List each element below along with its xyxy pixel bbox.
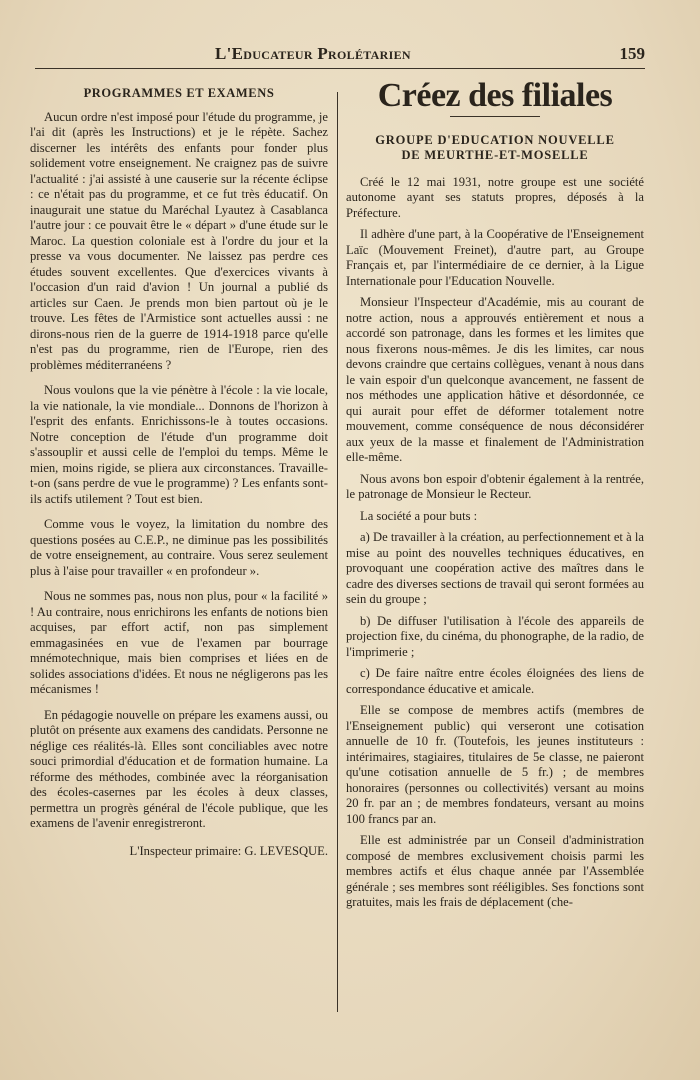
right-paragraph-8: c) De faire naître entre écoles éloignées des liens de correspondance éducative et amicale. [346,666,644,696]
left-paragraph-1: Aucun ordre n'est imposé pour l'étude du programme, je l'ai dit (après les Instructions) et je le répète. Sachez discerner les intérêts des enfants pour fonder plus solidement votre enseignement. Ne craignez pas de suivre l'actualité : j'ai assisté à une causerie sur la récente éclipse : ce n'était pas du programme, et ce fut très éducatif. On inaugurait une statue du Maréchal Lyautez à Casablanca l'autre jour : ce pouvait être le « départ » d'une étude sur le Maroc. La question coloniale est à l'ordre du jour et la presse va vous documenter. Ne laissez pas perdre ces études souvent excellentes. Que d'exercices vivants à l'occasion d'un raid d'avion ! Un journal a publié ds articles sur Caen. Je prends mon bien partout où je le trouve. Les fêtes de l'Armistice sont actuelles aussi : ne dirons-nous rien de la guerre de 1914-1918 parce qu'elle n'est pas du programme, rien de l'Europe, rien des problèmes méditerranéens ? [30,109,328,372]
right-column [346,77,644,917]
right-paragraph-3: Monsieur l'Inspecteur d'Académie, mis au courant de notre action, nous a approuvés entièrement et nous a accordé son patronage, dans les formes et les limites que nous fixerons nous-mêmes. Je dis les limites, car nous devons craindre que certains collègues, venant à nous dans le vain espoir d'un quelconque avancement, ne fassent de nos méthodes une application hâtive et désordonnée, ce qui aurait pour effet de déformer totalement notre mouvement, comme conséquence de nous déconsidérer aux yeux de la masse et finalement de l'Administration elle-même. [346,295,644,464]
right-paragraph-10: Elle est administrée par un Conseil d'administration composé de membres exclusivement choisis parmi les membres actifs et élus chaque année par l'Assemblée générale ; ses membres sont rééligibles. Ses fonctions sont gratuites, mais les frais de déplacement (che- [346,833,644,909]
column-divider [337,92,338,1012]
article-title-programmes: PROGRAMMES ET EXAMENS [83,86,275,100]
right-paragraph-7: b) De diffuser l'utilisation à l'école des appareils de projection fixe, du cinéma, du phonographe, de la radio, de l'imprimerie ; [346,613,644,659]
left-column [30,80,328,859]
signature: L'Inspecteur primaire: G. LEVESQUE. [129,843,328,858]
right-paragraph-6: a) De travailler à la création, au perfectionnement et à la mise au point des nouvelles techniques éducatives, en provoquant une coopération active des maîtres dans le cadre des diverses sections de travail qui seront formées au sein du groupe ; [346,530,644,606]
left-paragraph-2: Nous voulons que la vie pénètre à l'école : la vie locale, la vie nationale, la vie mondiale... Donnons de l'horizon à l'esprit des enfants. Enrichissons-le à toutes occasions. Notre conception de l'étude d'un programme doit s'assouplir et aussi celle de l'emploi du temps. Même le mien, moins rigide, se pliera aux circonstances. Travaille-t-on (sans perdre de vue le programme) ? Les enfants sont-ils actifs utilement ? Tout est bien. [30,383,328,506]
group-heading-line-1: GROUPE D'EDUCATION NOUVELLE [375,132,615,147]
right-paragraph-5: La société a pour buts : [360,508,478,523]
right-paragraph-9: Elle se compose de membres actifs (membres de l'Enseignement public) qui verseront une cotisation annuelle de 10 fr. (Toutefois, les jeunes instituteurs : intérimaires, stagiaires, titulaires de 5e classe, ne paieront qu'une cotisation annuelle de 5 fr.) ; de membres honoraires (personnes ou collectivités) versant au moins 20 fr. par an ; de membres fondateurs, versant au moins 100 francs par an. [346,703,644,826]
left-paragraph-3: Comme vous le voyez, la limitation du nombre des questions posées au C.E.P., ne diminue pas les possibilités de votre enseignement, au contraire. Vous serez seulement plus à l'aise pour travailler « en profondeur ». [30,517,328,578]
group-heading [346,133,644,163]
right-paragraph-1: Créé le 12 mai 1931, notre groupe est une société autonome ayant ses statuts propres, déposés à la Préfecture. [346,174,644,220]
right-paragraph-2: Il adhère d'une part, à la Coopérative de l'Enseignement Laïc (Mouvement Freinet), d'autre part, au Groupe Français et, par l'intermédiaire de ce dernier, à la Ligue Internationale pour l'Education Nouvelle. [346,227,644,288]
article-title-filiales: Créez des filiales [377,77,613,114]
page-number: 159 [619,44,645,63]
left-paragraph-5: En pédagogie nouvelle on prépare les examens aussi, ou plutôt on présente aux examens des candidats. Personne ne néglige ces réalités-là. Elles sont conciliables avec notre souci primordial d'éducation et de formation humaine. La réforme des méthodes, combinée avec la réorganisation des écoles-casernes par les écoles à deux classes, permettra un progrès général de l'école publique, que les examens de l'avenir enregistreront. [30,707,328,830]
running-header [35,40,645,69]
right-paragraph-4: Nous avons bon espoir d'obtenir également à la rentrée, le patronage de Monsieur le Recteur. [346,471,644,501]
journal-title: L'Educateur Prolétarien [215,44,411,63]
left-paragraph-4: Nous ne sommes pas, nous non plus, pour « la facilité » ! Au contraire, nous enrichirons les enfants de notions bien acquises, par effort actif, non pas simplement emmagasinées en vue de l'examen par bourrage mnémotechnique, mais bien comprises et liées en de solides associations d'idées. Et nous ne négligerons pas les mécanismes ! [30,589,328,696]
title-rule [450,116,540,117]
group-heading-line-2: DE MEURTHE-ET-MOSELLE [401,147,589,162]
